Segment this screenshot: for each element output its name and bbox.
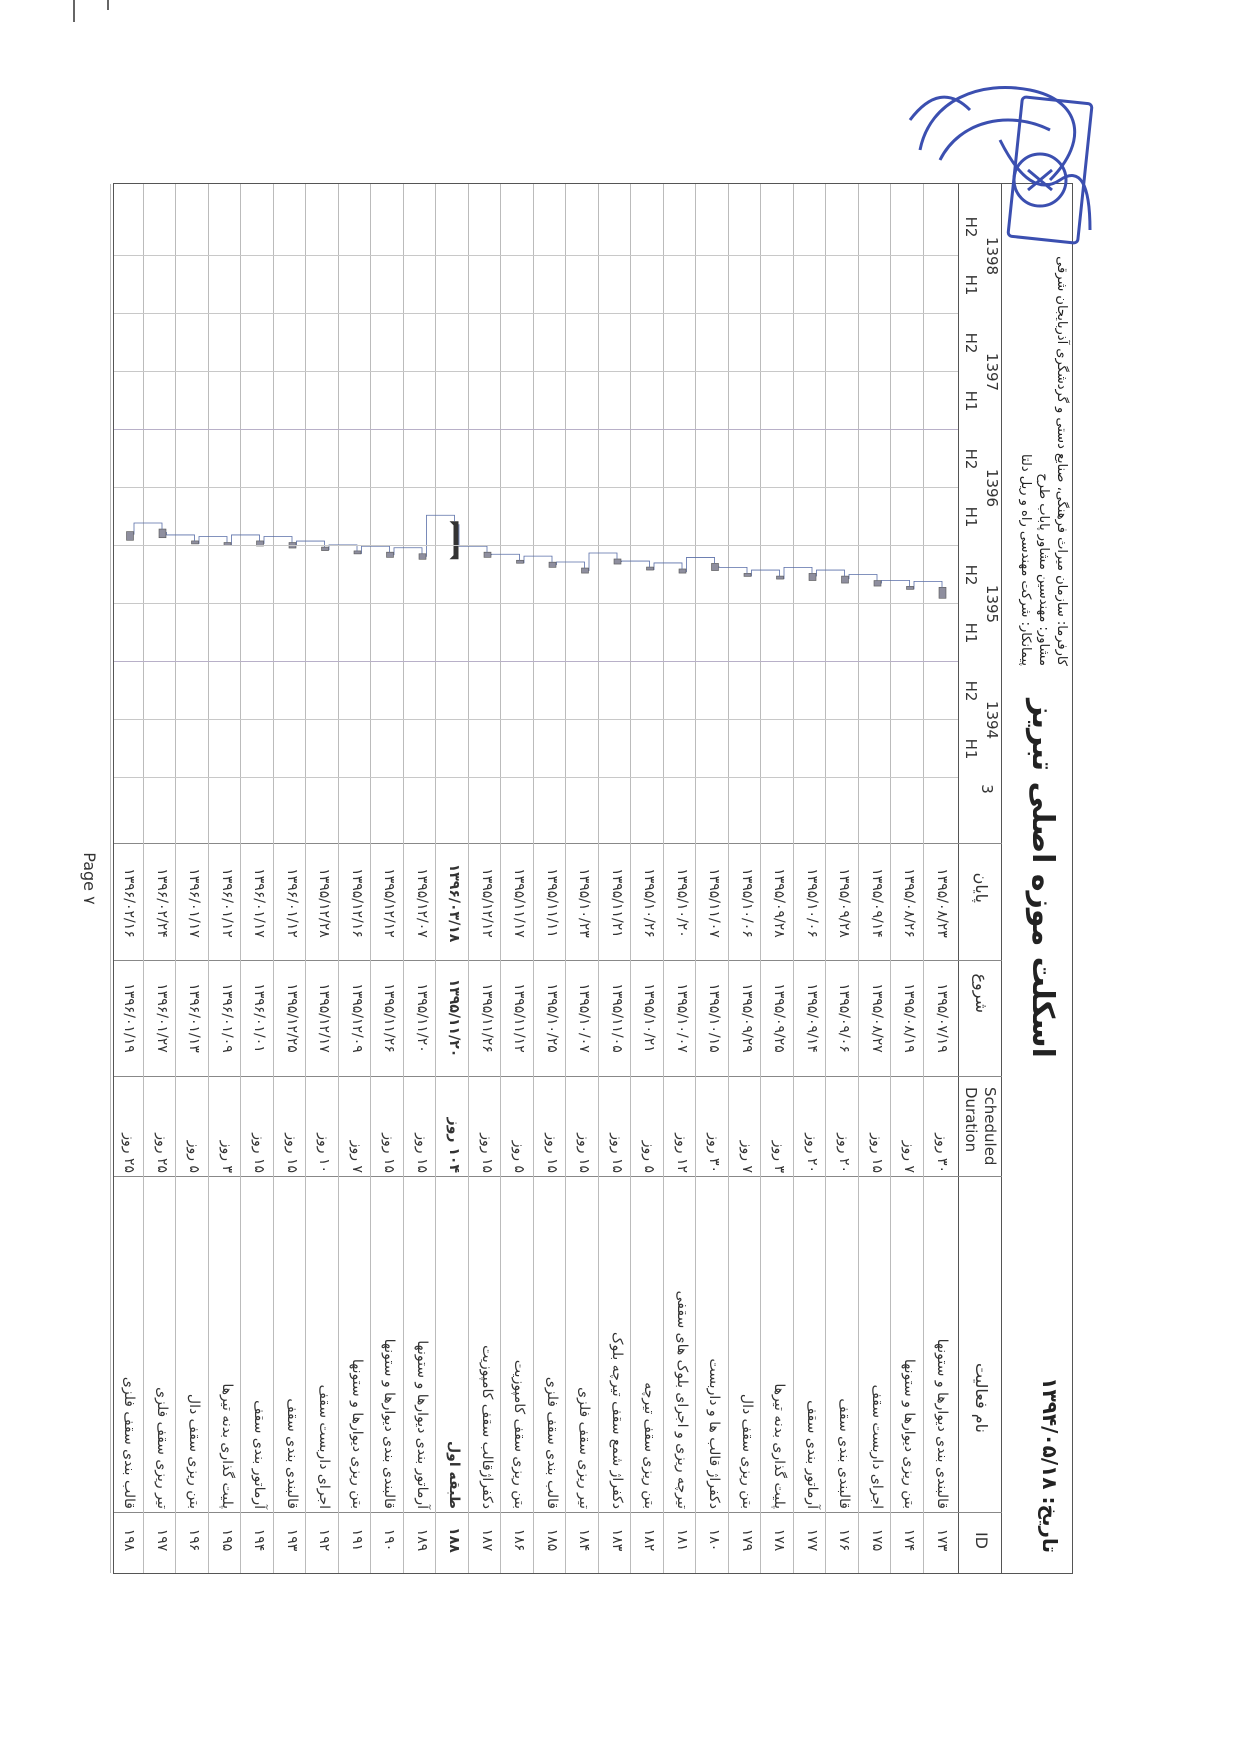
cell-duration: ۱۰ روز	[316, 1133, 333, 1173]
cell-start: ۱۳۹۵/۱۱/۰۵	[609, 983, 625, 1053]
col-header-id: ID	[972, 1531, 991, 1549]
cell-id: ۱۷۷	[804, 1528, 820, 1552]
cell-start: ۱۳۹۶/۰۱/۰۹	[219, 983, 235, 1053]
cell-start: ۱۳۹۵/۰۸/۱۹	[901, 983, 918, 1053]
cell-finish: ۱۳۹۵/۱۰/۰۶	[739, 868, 755, 938]
cell-id: ۱۹۲	[316, 1528, 333, 1552]
cell-finish: ۱۳۹۶/۰۲/۱۶	[121, 868, 138, 938]
cell-duration: ۵ روز	[511, 1140, 528, 1173]
gantt-summary-bar	[450, 521, 459, 559]
gantt-dependency-link	[557, 562, 585, 568]
cell-duration: ۳۰ روز	[706, 1133, 723, 1173]
cell-duration: ۱۵ روز	[284, 1133, 300, 1173]
cell-name: قالب بندی سقف فلزی	[544, 1376, 560, 1509]
gantt-task-bar	[939, 587, 946, 598]
cell-id: ۱۹۵	[219, 1528, 235, 1552]
cell-finish: ۱۳۹۵/۰۹/۲۸	[836, 868, 853, 938]
cell-id: ۱۸۶	[511, 1528, 528, 1552]
cell-duration: ۲۵ روز	[154, 1133, 170, 1173]
timescale-gridline	[114, 313, 958, 314]
gantt-task-bar	[744, 573, 751, 576]
gantt-dependency-link	[914, 581, 942, 589]
cell-id: ۱۸۱	[674, 1528, 690, 1552]
cell-start: ۱۳۹۵/۰۷/۱۹	[934, 983, 950, 1053]
cell-start: ۱۳۹۶/۰۱/۲۷	[154, 983, 170, 1053]
cell-id: ۱۷۶	[836, 1528, 853, 1552]
cell-name: پلیت گذاری بدنه تیرها	[219, 1383, 235, 1509]
cell-finish: ۱۳۹۵/۱۱/۰۷	[706, 868, 723, 938]
cell-name: بتن ریزی سقف دال	[739, 1393, 755, 1509]
gantt-dependency-link	[232, 535, 260, 546]
cell-finish: ۱۳۹۵/۰۹/۱۴	[869, 868, 885, 938]
gantt-task-bar	[842, 576, 849, 583]
cell-start: ۱۳۹۵/۱۰/۰۷	[576, 983, 593, 1053]
cell-id: ۱۸۸	[446, 1527, 463, 1553]
cell-finish: ۱۳۹۶/۰۱/۱۲	[219, 868, 235, 938]
cell-finish: ۱۳۹۵/۰۸/۲۳	[934, 868, 950, 938]
cell-finish: ۱۳۹۵/۱۱/۲۱	[609, 868, 625, 938]
gantt-dependency-link	[752, 570, 780, 576]
gantt-dependency-link	[687, 557, 715, 572]
col-header-name: نام فعالیت	[972, 1363, 991, 1433]
gantt-dependency-link	[719, 566, 747, 573]
cell-duration: ۵ روز	[641, 1140, 658, 1173]
info-line-contractor: پیمانکار: شرکت مهندسی راه و ریل دلتا	[1018, 453, 1033, 666]
cell-start: ۱۳۹۵/۰۹/۱۴	[804, 983, 820, 1053]
timescale-year: 1394	[983, 700, 1001, 740]
col-header-start: شروع	[972, 973, 991, 1013]
cell-start: ۱۳۹۵/۰۹/۲۹	[739, 983, 755, 1053]
cell-name: آرماتور بندی سقف	[804, 1400, 820, 1509]
gantt-task-bar	[484, 552, 491, 557]
cell-id: ۱۹۶	[186, 1528, 203, 1552]
cell-start: ۱۳۹۵/۰۸/۲۷	[869, 983, 885, 1053]
cell-name: قالبندی بندی دیوارها و ستونها	[381, 1338, 398, 1509]
gantt-task-bar	[159, 529, 166, 538]
gantt-dependency-link	[882, 580, 910, 586]
timescale-half: H1	[962, 274, 980, 296]
cell-start: ۱۳۹۵/۱۱/۲۶	[479, 983, 495, 1053]
timescale-half: H1	[962, 738, 980, 760]
gantt-task-bar	[647, 567, 654, 570]
cell-name: پلیت گذاری بدنه تیرها	[771, 1383, 788, 1509]
cell-finish: ۱۳۹۵/۱۲/۱۲	[381, 868, 398, 938]
cell-id: ۱۷۳	[934, 1528, 950, 1552]
cell-id: ۱۸۰	[706, 1528, 723, 1552]
cell-start: ۱۳۹۵/۱۱/۱۲	[511, 983, 528, 1053]
cell-duration: ۱۵ روز	[414, 1133, 430, 1173]
cell-id: ۱۹۱	[349, 1528, 365, 1552]
timescale-half: H1	[962, 506, 980, 528]
info-line-client: کارفرما: سازمان میراث فرهنگی، صنایع دستی و گردشگری آذربایجان شرقی	[1054, 256, 1069, 666]
gantt-task-bar	[712, 563, 719, 570]
gantt-bars	[112, 184, 958, 796]
cell-start: ۱۳۹۵/۱۱/۲۰	[446, 978, 463, 1058]
cell-finish: ۱۳۹۶/۰۱/۱۲	[284, 868, 300, 938]
cell-duration: ۷ روز	[901, 1140, 918, 1173]
cell-start: ۱۳۹۶/۰۱/۱۹	[121, 983, 138, 1053]
cell-id: ۱۹۴	[251, 1528, 268, 1552]
page-number: Page ۷	[80, 852, 99, 905]
cell-name: بتن ریزی سقف تیرچه	[641, 1382, 658, 1509]
cell-duration: ۱۵ روز	[869, 1133, 885, 1173]
cell-duration: ۱۵ روز	[381, 1133, 398, 1173]
gantt-task-bar	[419, 554, 426, 560]
cell-name: دکفراژقالب سقف کامپوزیت	[479, 1345, 495, 1509]
timescale-half: H1	[962, 390, 980, 412]
timescale-half: H2	[962, 564, 980, 586]
info-line-consultant: مشاور: مهندسین مشاور پاباب طرح	[1036, 473, 1051, 666]
gantt-task-bar	[322, 547, 329, 550]
cell-id: ۱۷۸	[771, 1528, 788, 1552]
gantt-dependency-link	[654, 563, 682, 570]
gantt-task-bar	[582, 568, 589, 573]
col-header-duration: Scheduled Duration	[962, 1087, 999, 1166]
cell-duration: ۷ روز	[349, 1140, 365, 1173]
cell-duration: ۵ روز	[186, 1140, 203, 1173]
cell-finish: ۱۳۹۶/۰۳/۱۸	[446, 863, 463, 943]
cell-id: ۱۸۲	[641, 1528, 658, 1552]
cell-finish: ۱۳۹۵/۱۰/۲۳	[576, 868, 593, 938]
cell-id: ۱۸۷	[479, 1528, 495, 1552]
gantt-task-bar	[387, 552, 394, 557]
cell-finish: ۱۳۹۵/۱۱/۱۷	[511, 868, 528, 938]
cell-start: ۱۳۹۵/۱۱/۲۰	[414, 983, 430, 1053]
cell-name: بتن ریزی دیوارها و ستونها	[349, 1358, 365, 1509]
gantt-dependency-link	[784, 567, 812, 579]
document-date: تاریخ: ۱۳۹۴/۰۵/۱۸	[1038, 1377, 1062, 1553]
gantt-dependency-link	[394, 548, 422, 555]
cell-finish: ۱۳۹۵/۱۲/۲۸	[316, 868, 333, 938]
cell-start: ۱۳۹۵/۱۰/۲۱	[641, 983, 658, 1053]
cell-finish: ۱۳۹۵/۱۲/۱۲	[479, 868, 495, 938]
cell-duration: ۳ روز	[771, 1140, 788, 1173]
cell-duration: ۲۵ روز	[121, 1133, 138, 1173]
cell-start: ۱۳۹۵/۰۹/۰۶	[836, 983, 853, 1053]
timescale-gridline	[114, 603, 958, 604]
cell-id: ۱۹۸	[121, 1528, 138, 1552]
timescale-gridline	[114, 255, 958, 256]
cell-id: ۱۹۷	[154, 1528, 170, 1552]
scan-edge-mark	[73, 0, 75, 22]
cell-id: ۱۹۰	[381, 1528, 398, 1552]
cell-start: ۱۳۹۵/۱۰/۲۵	[544, 983, 560, 1053]
gantt-dependency-link	[589, 553, 617, 571]
gantt-task-bar	[777, 576, 784, 579]
cell-finish: ۱۳۹۵/۱۱/۱۱	[544, 868, 560, 938]
cell-name: بتن ریزی دیوارها و ستونها	[901, 1358, 918, 1509]
timescale-year: 1395	[983, 584, 1001, 624]
gantt-dependency-link	[362, 546, 390, 554]
timescale-gridline	[114, 487, 958, 488]
timescale-half: H2	[962, 332, 980, 354]
gantt-dependency-link	[199, 537, 227, 544]
cell-id: ۱۸۹	[414, 1528, 430, 1552]
timescale-half: H2	[962, 216, 980, 238]
cell-name: بتن ریزی سقف دال	[186, 1393, 203, 1509]
gantt-timescale	[958, 184, 1002, 796]
timescale-gridline	[114, 429, 958, 430]
gantt-dependency-link	[849, 575, 877, 581]
cell-name: اجرای داربست سقف	[869, 1384, 885, 1509]
cell-id: ۱۹۳	[284, 1528, 300, 1552]
cell-finish: ۱۳۹۵/۰۸/۲۶	[901, 868, 918, 938]
gantt-task-bar	[679, 569, 686, 573]
cell-duration: ۱۰۴ روز	[446, 1117, 463, 1173]
cell-name: آرماتور بندی سقف	[251, 1400, 268, 1509]
cell-start: ۱۳۹۵/۱۲/۱۷	[316, 983, 333, 1053]
timescale-half: H2	[962, 680, 980, 702]
page-title: اسکلت موزه اصلی تبریز	[1025, 699, 1060, 1058]
gantt-dependency-link	[492, 554, 520, 560]
cell-name: دکفراژ شمع سقف تیرچه بلوک	[609, 1331, 625, 1509]
cell-finish: ۱۳۹۵/۱۲/۰۷	[414, 868, 430, 938]
cell-finish: ۱۳۹۵/۱۰/۰۶	[804, 868, 820, 938]
timescale-gridline	[114, 545, 958, 546]
cell-name: اجرای داربست سقف	[316, 1384, 333, 1509]
cell-name: قالبندی بندی سقف	[284, 1398, 300, 1509]
rotated-sheet	[80, 183, 1073, 1574]
cell-start: ۱۳۹۵/۱۰/۱۵	[706, 983, 723, 1053]
timescale-half: H2	[962, 448, 980, 470]
gantt-dependency-link	[524, 556, 552, 563]
gantt-dependency-link	[134, 523, 162, 535]
company-stamp	[900, 60, 1100, 260]
schedule-page	[80, 183, 1073, 1574]
cell-start: ۱۳۹۶/۰۱/۱۳	[186, 983, 203, 1053]
cell-start: ۱۳۹۵/۱۱/۲۶	[381, 983, 398, 1053]
cell-finish: ۱۳۹۵/۰۹/۲۸	[771, 868, 788, 938]
gantt-task-bar	[874, 581, 881, 587]
gantt-task-bar	[354, 551, 361, 554]
cell-id: ۱۷۹	[739, 1528, 755, 1552]
cell-name: تیرچه ریزی و اجرای بلوک های سقفی	[674, 1290, 690, 1509]
gantt-task-bar	[614, 559, 621, 564]
timescale-year: 1396	[983, 468, 1001, 508]
timescale-gridline	[114, 661, 958, 662]
gantt-task-bar	[809, 573, 816, 580]
cell-name: قالبندی بندی دیوارها و ستونها	[934, 1338, 950, 1509]
cell-duration: ۱۵ روز	[251, 1133, 268, 1173]
cell-name: قالب بندی سقف فلزی	[121, 1376, 138, 1509]
cell-finish: ۱۳۹۶/۰۱/۱۷	[251, 868, 268, 938]
gantt-task-bar	[192, 541, 199, 544]
col-header-finish: پایان	[972, 872, 991, 903]
cell-start: ۱۳۹۵/۱۲/۲۵	[284, 983, 300, 1053]
cell-name: طبقه اول	[446, 1441, 463, 1509]
cell-start: ۱۳۹۵/۰۹/۲۵	[771, 983, 788, 1053]
cell-name: تیر ریزی سقف فلزی	[576, 1387, 593, 1509]
cell-name: قالبندی بندی سقف	[836, 1398, 853, 1509]
timescale-gridline	[114, 719, 958, 720]
timescale-gridline	[114, 777, 958, 778]
page-header	[1002, 184, 1072, 1573]
cell-duration: ۱۵ روز	[479, 1133, 495, 1173]
gantt-dependency-link	[459, 524, 487, 552]
cell-name: تیر ریزی سقف فلزی	[154, 1387, 170, 1509]
cell-name: آرماتور بندی دیوارها و ستونها	[414, 1340, 430, 1509]
gantt-chart	[114, 184, 1002, 796]
cell-duration: ۱۵ روز	[609, 1133, 625, 1173]
gantt-task-bar	[517, 560, 524, 563]
cell-duration: ۲۰ روز	[836, 1133, 853, 1173]
cell-duration: ۱۵ روز	[576, 1133, 593, 1173]
timescale-half: H1	[962, 622, 980, 644]
cell-id: ۱۷۴	[901, 1528, 918, 1552]
cell-finish: ۱۳۹۵/۱۰/۲۰	[674, 868, 690, 938]
cell-start: ۱۳۹۵/۱۲/۰۹	[349, 983, 365, 1053]
gantt-dependency-link	[817, 570, 845, 576]
timescale-gridline	[114, 371, 958, 372]
gantt-dependency-link	[264, 537, 292, 544]
cell-start: ۱۳۹۶/۰۱/۰۱	[251, 983, 268, 1053]
gantt-task-bar	[549, 562, 556, 567]
cell-start: ۱۳۹۵/۱۰/۰۷	[674, 983, 690, 1053]
cell-duration: ۲۰ روز	[804, 1133, 820, 1173]
timescale-year: 1398	[983, 236, 1001, 276]
gantt-dependency-link	[622, 561, 650, 567]
cell-duration: ۱۵ روز	[544, 1133, 560, 1173]
cell-duration: ۱۲ روز	[674, 1133, 690, 1173]
gantt-task-bar	[907, 586, 914, 589]
cell-duration: ۷ روز	[739, 1140, 755, 1173]
cell-finish: ۱۳۹۶/۰۲/۲۴	[154, 868, 170, 938]
cell-id: ۱۸۴	[576, 1528, 593, 1552]
cell-id: ۱۸۳	[609, 1528, 625, 1552]
cell-name: بتن ریزی سقف کامپوزیت	[511, 1359, 528, 1509]
cell-finish: ۱۳۹۶/۰۱/۱۷	[186, 868, 203, 938]
gantt-task-bar	[127, 532, 134, 541]
cell-id: ۱۸۵	[544, 1528, 560, 1552]
cell-name: دکفراژ قالب ها و داربست	[706, 1358, 723, 1509]
cell-duration: ۳۰ روز	[934, 1133, 950, 1173]
cell-id: ۱۷۵	[869, 1528, 885, 1552]
cell-duration: ۳ روز	[219, 1140, 235, 1173]
cell-finish: ۱۳۹۵/۱۰/۲۶	[641, 868, 658, 938]
timescale-year: 1397	[983, 352, 1001, 392]
gantt-dependency-link	[167, 532, 195, 541]
timescale-lead: 3	[978, 784, 996, 794]
scan-edge-mark	[107, 0, 109, 10]
cell-finish: ۱۳۹۵/۱۲/۱۶	[349, 868, 365, 938]
